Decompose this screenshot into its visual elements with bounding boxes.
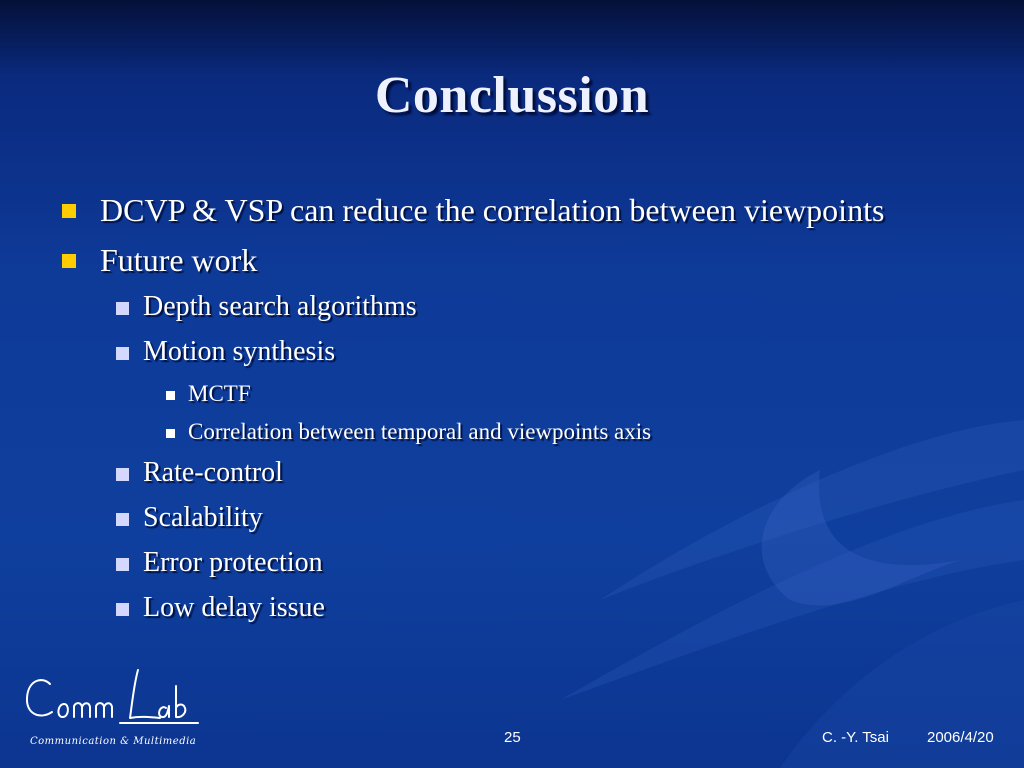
bullet-text: Correlation between temporal and viewpoints axis (188, 419, 652, 444)
bullet-text: Low delay issue (143, 592, 325, 623)
square-bullet-icon (62, 254, 76, 268)
square-bullet-icon (116, 513, 129, 526)
square-bullet-icon (116, 558, 129, 571)
footer-author: C. -Y. Tsai (822, 729, 889, 746)
sub-bullet-item (116, 456, 962, 490)
bullet-text: Motion synthesis (143, 336, 336, 367)
square-bullet-icon (62, 204, 76, 218)
sub-bullet-item (116, 290, 962, 324)
bullet-item (62, 240, 962, 280)
commlab-logo-icon (20, 660, 220, 740)
square-bullet-icon (116, 603, 129, 616)
bullet-item (62, 190, 962, 230)
sub-sub-bullet-item (166, 380, 962, 408)
sub-bullet-item (116, 335, 962, 369)
square-bullet-icon (116, 347, 129, 360)
bullet-text: Rate-control (143, 457, 283, 488)
bullet-text: MCTF (188, 381, 251, 406)
square-bullet-icon (166, 391, 175, 400)
footer-date: 2006/4/20 (927, 729, 994, 746)
page-number: 25 (504, 729, 521, 746)
logo-tagline: Communication & Multimedia (30, 736, 197, 747)
bullet-text: Error protection (143, 547, 323, 578)
slide-title: Conclussion (374, 67, 650, 124)
sub-bullet-item (116, 591, 962, 625)
bullet-list (62, 190, 962, 636)
square-bullet-icon (166, 429, 175, 438)
bullet-text: DCVP & VSP can reduce the correlation between viewpoints (100, 192, 885, 228)
sub-bullet-item (116, 546, 962, 580)
bullet-text: Future work (100, 242, 258, 278)
commlab-logo (20, 660, 220, 760)
sub-sub-bullet-item (166, 418, 962, 446)
bullet-text: Depth search algorithms (143, 291, 417, 322)
sub-bullet-item (116, 501, 962, 535)
square-bullet-icon (116, 302, 129, 315)
bullet-text: Scalability (143, 502, 263, 533)
square-bullet-icon (116, 468, 129, 481)
